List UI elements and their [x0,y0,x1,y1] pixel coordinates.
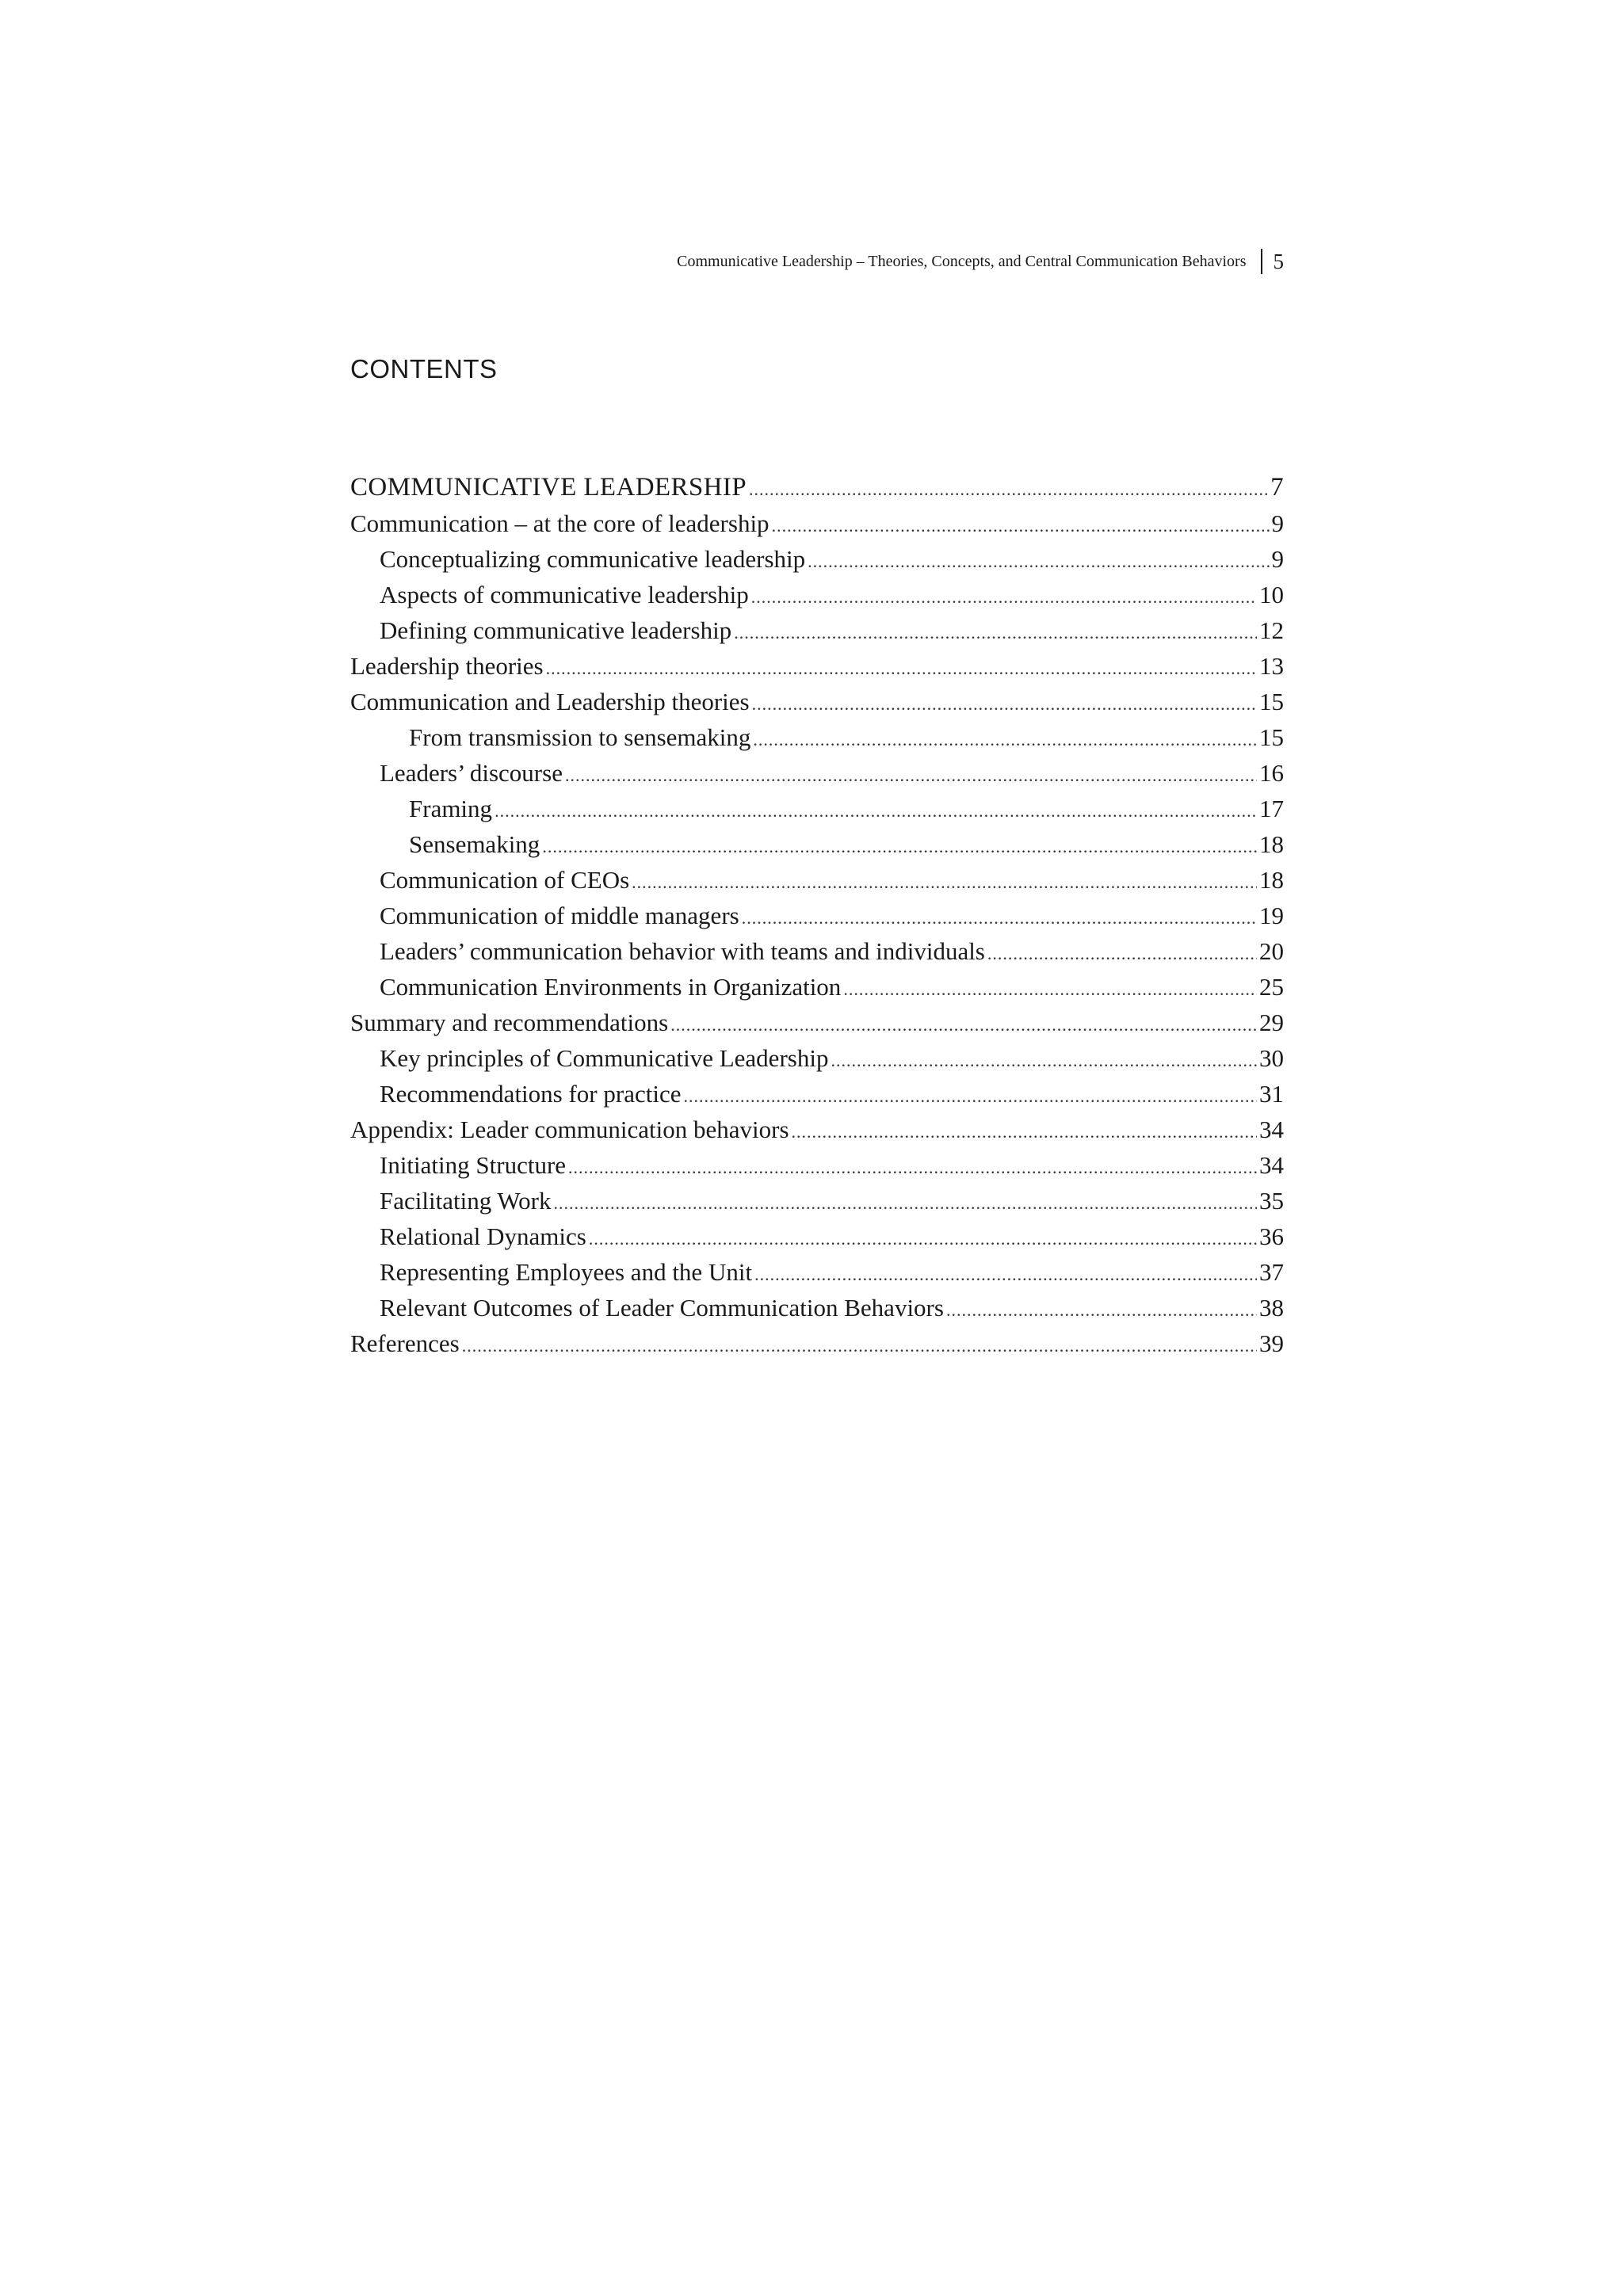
toc-entry[interactable] [350,470,1284,505]
toc-entry-page: 12 [1259,616,1284,644]
toc-dot-leader [546,650,1257,686]
toc-entry-title: Key principles of Communicative Leadership [380,1044,829,1072]
toc-dot-leader [754,1257,1257,1292]
toc-entry-title: Relational Dynamics [380,1222,586,1250]
toc-dot-leader [734,615,1257,650]
toc-entry-page: 18 [1259,830,1284,858]
toc-entry-page: 18 [1259,866,1284,894]
toc-entry[interactable] [350,541,1284,577]
toc-entry-title: Sensemaking [409,830,540,858]
toc-entry-page: 39 [1259,1329,1284,1357]
toc-entry-page: 9 [1271,509,1284,537]
toc-entry[interactable] [350,969,1284,1005]
toc-entry-page: 37 [1259,1258,1284,1286]
toc-entry-page: 31 [1259,1080,1284,1108]
toc-entry-page: 17 [1259,795,1284,822]
toc-dot-leader [495,793,1257,829]
toc-dot-leader [554,1185,1258,1221]
toc-dot-leader [772,508,1270,543]
toc-entry-page: 10 [1259,581,1284,608]
toc-entry-page: 7 [1270,473,1284,502]
toc-dot-leader [749,471,1268,507]
toc-dot-leader [752,686,1257,722]
toc-dot-leader [843,971,1257,1007]
toc-entry-title: Framing [409,795,493,822]
toc-entry-title: Leaders’ discourse [380,759,563,787]
toc-entry[interactable] [350,1183,1284,1219]
toc-entry-page: 36 [1259,1222,1284,1250]
toc-dot-leader [792,1114,1257,1150]
toc-entry[interactable] [350,1040,1284,1076]
running-header-title: Communicative Leadership – Theories, Concepts, and Central Communication Behaviors [677,253,1247,271]
toc-entry-page: 16 [1259,759,1284,787]
toc-entry[interactable] [350,791,1284,826]
toc-entry[interactable] [350,612,1284,648]
toc-entry[interactable] [350,1076,1284,1112]
toc-dot-leader [751,579,1257,615]
toc-entry-title: COMMUNICATIVE LEADERSHIP [350,473,747,502]
toc-entry-title: Summary and recommendations [350,1009,669,1036]
toc-entry[interactable] [350,755,1284,791]
table-of-contents [350,470,1284,1361]
toc-entry-title: Recommendations for practice [380,1080,682,1108]
toc-entry[interactable] [350,1112,1284,1147]
toc-entry[interactable] [350,862,1284,898]
toc-entry[interactable] [350,1325,1284,1361]
toc-entry-title: Leaders’ communication behavior with teams and individuals [380,937,985,965]
toc-entry-title: Aspects of communicative leadership [380,581,749,608]
toc-entry[interactable] [350,648,1284,684]
toc-dot-leader [542,829,1257,864]
toc-entry-title: Communication Environments in Organization [380,973,842,1001]
toc-entry-page: 20 [1259,937,1284,965]
toc-entry[interactable] [350,505,1284,541]
toc-dot-leader [683,1078,1257,1114]
toc-entry[interactable] [350,1005,1284,1040]
toc-entry[interactable] [350,1219,1284,1254]
toc-entry-title: Communication of middle managers [380,902,739,929]
toc-dot-leader [462,1328,1257,1363]
toc-entry[interactable] [350,898,1284,933]
toc-entry[interactable] [350,719,1284,755]
toc-dot-leader [632,864,1257,900]
toc-dot-leader [568,1150,1257,1185]
toc-entry-page: 15 [1259,723,1284,751]
toc-entry-title: Relevant Outcomes of Leader Communication Behaviors [380,1294,944,1322]
toc-entry-page: 34 [1259,1116,1284,1143]
toc-dot-leader [987,936,1257,971]
toc-dot-leader [742,900,1257,936]
toc-entry-page: 25 [1259,973,1284,1001]
contents-heading: CONTENTS [350,354,498,383]
page-number: 5 [1273,250,1284,274]
toc-entry-title: Communication and Leadership theories [350,688,750,715]
toc-entry[interactable] [350,1254,1284,1290]
toc-entry[interactable] [350,1147,1284,1183]
toc-entry-title: Initiating Structure [380,1151,567,1179]
toc-entry-title: From transmission to sensemaking [409,723,751,751]
toc-entry[interactable] [350,1290,1284,1325]
toc-entry-title: Conceptualizing communicative leadership [380,545,806,573]
toc-entry-page: 15 [1259,688,1284,715]
toc-entry-page: 35 [1259,1187,1284,1215]
toc-entry-page: 30 [1259,1044,1284,1072]
running-header-divider [1261,249,1262,274]
toc-dot-leader [831,1043,1257,1078]
toc-entry-title: Facilitating Work [380,1187,552,1215]
toc-entry-page: 29 [1259,1009,1284,1036]
toc-entry-page: 38 [1259,1294,1284,1322]
toc-entry-title: Appendix: Leader communication behaviors [350,1116,789,1143]
toc-entry[interactable] [350,826,1284,862]
running-header [349,249,1284,274]
toc-dot-leader [589,1221,1257,1257]
toc-entry-title: Defining communicative leadership [380,616,732,644]
toc-entry-page: 9 [1271,545,1284,573]
toc-entry[interactable] [350,933,1284,969]
toc-dot-leader [808,543,1269,579]
toc-entry[interactable] [350,577,1284,612]
toc-entry-page: 13 [1259,652,1284,680]
toc-entry[interactable] [350,684,1284,719]
toc-entry-title: Communication of CEOs [380,866,630,894]
toc-entry-title: Communication – at the core of leadership [350,509,769,537]
toc-entry-title: Leadership theories [350,652,544,680]
toc-entry-title: References [350,1329,460,1357]
toc-dot-leader [565,757,1257,793]
toc-dot-leader [670,1007,1257,1043]
toc-entry-page: 19 [1259,902,1284,929]
toc-dot-leader [946,1292,1257,1328]
toc-dot-leader [753,722,1257,757]
toc-entry-title: Representing Employees and the Unit [380,1258,753,1286]
toc-entry-page: 34 [1259,1151,1284,1179]
